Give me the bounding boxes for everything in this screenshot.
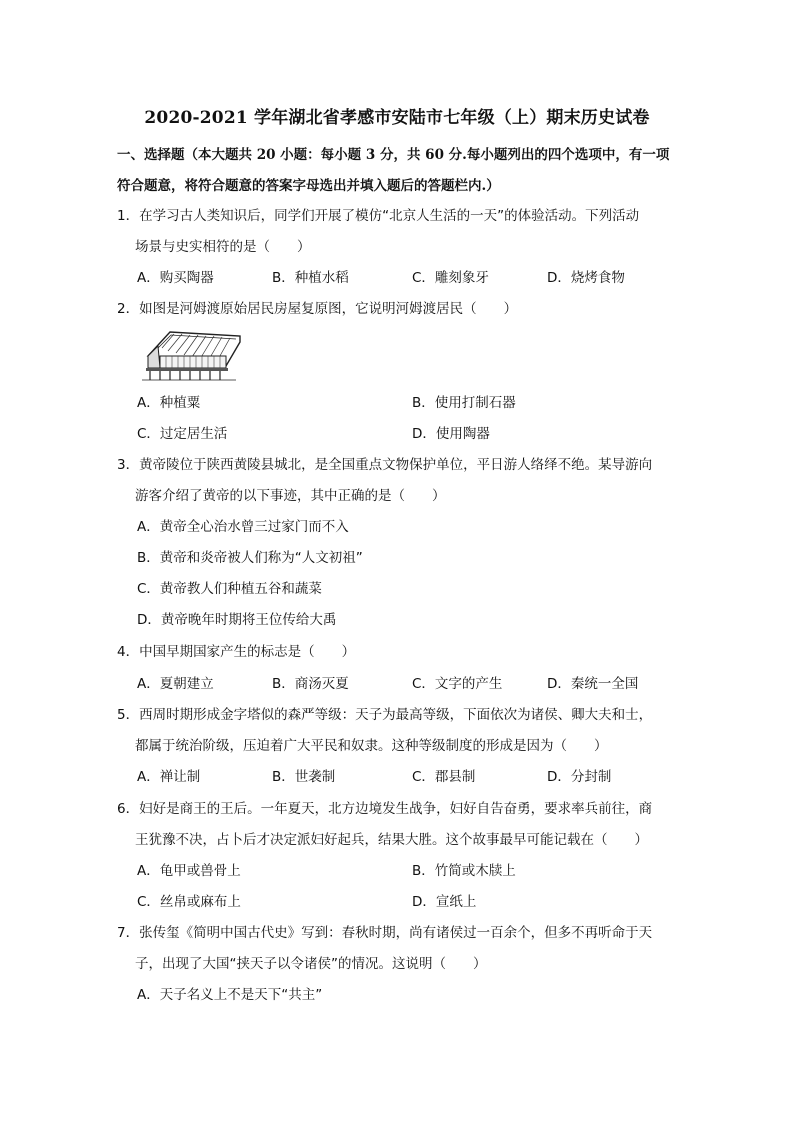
question-5-option-a: A．禅让制 <box>137 769 201 785</box>
page-title: 2020-2021 学年湖北省孝感市安陆市七年级（上）期末历史试卷 <box>144 108 650 128</box>
question-2-option-c: C．过定居生活 <box>137 426 228 442</box>
question-7-line1: 7．张传玺《简明中国古代史》写到：春秋时期，尚有诸侯过一百余个，但多不再听命于天 <box>117 925 653 941</box>
question-1-option-b: B．种植水稻 <box>272 270 349 286</box>
question-3-option-c: C．黄帝教人们种植五谷和蔬菜 <box>137 581 322 597</box>
question-2-option-b: B．使用打制石器 <box>412 395 516 411</box>
question-4-option-a: A．夏朝建立 <box>137 676 214 692</box>
question-2-option-a: A．种植粟 <box>137 395 201 411</box>
section-instructions-line2: 符合题意，将符合题意的答案字母选出并填入题后的答题栏内.） <box>117 178 500 194</box>
question-4-option-b: B．商汤灭夏 <box>272 676 349 692</box>
question-6-option-b: B．竹简或木牍上 <box>412 863 516 879</box>
question-4-option-d: D．秦统一全国 <box>547 676 639 692</box>
stilt-house-drawing <box>140 326 248 382</box>
question-1-line2: 场景与史实相符的是（ ） <box>135 239 311 255</box>
question-5-option-d: D．分封制 <box>547 769 612 785</box>
question-7-option-a: A．天子名义上不是天下“共主” <box>137 987 323 1003</box>
question-6-line2: 王犹豫不决，占卜后才决定派妇好起兵，结果大胜。这个故事最早可能记载在（ ） <box>135 832 648 848</box>
question-1-option-d: D．烧烤食物 <box>547 270 625 286</box>
question-1-line1: 1．在学习古人类知识后，同学们开展了模仿“北京人生活的一天”的体验活动。下列活动 <box>117 208 640 224</box>
question-5-line1: 5．西周时期形成金字塔似的森严等级：天子为最高等级，下面依次为诸侯、卿大夫和士， <box>117 707 653 723</box>
question-2-option-d: D．使用陶器 <box>412 426 490 442</box>
question-7-line2: 子，出现了大国“挟天子以令诸侯”的情况。这说明（ ） <box>135 956 487 972</box>
question-3-line2: 游客介绍了黄帝的以下事迹，其中正确的是（ ） <box>135 488 446 504</box>
question-5-line2: 都属于统治阶级，压迫着广大平民和奴隶。这种等级制度的形成是因为（ ） <box>135 738 608 754</box>
question-3-option-d: D．黄帝晚年时期将王位传给大禹 <box>137 612 337 628</box>
question-1-option-a: A．购买陶器 <box>137 270 214 286</box>
section-instructions-line1: 一、选择题（本大题共 20 小题：每小题 3 分，共 60 分.每小题列出的四个选项中，有一项 <box>117 147 670 163</box>
question-2-line1: 2．如图是河姆渡原始居民房屋复原图，它说明河姆渡居民（ ） <box>117 301 518 317</box>
question-3-option-a: A．黄帝全心治水曾三过家门而不入 <box>137 519 349 535</box>
question-5-option-b: B．世袭制 <box>272 769 336 785</box>
question-6-line1: 6．妇好是商王的王后。一年夏天，北方边境发生战争，妇好自告奋勇，要求率兵前往，商 <box>117 801 653 817</box>
question-3-line1: 3．黄帝陵位于陕西黄陵县城北，是全国重点文物保护单位，平日游人络绎不绝。某导游向 <box>117 457 653 473</box>
question-6-option-a: A．龟甲或兽骨上 <box>137 863 241 879</box>
question-6-option-c: C．丝帛或麻布上 <box>137 894 241 910</box>
question-4-line1: 4．中国早期国家产生的标志是（ ） <box>117 644 356 660</box>
question-6-option-d: D．宣纸上 <box>412 894 477 910</box>
question-4-option-c: C．文字的产生 <box>412 676 503 692</box>
question-3-option-b: B．黄帝和炎帝被人们称为“人文初祖” <box>137 550 363 566</box>
stilt-house-image <box>140 326 248 382</box>
question-5-option-c: C．郡县制 <box>412 769 476 785</box>
question-1-option-c: C．雕刻象牙 <box>412 270 489 286</box>
